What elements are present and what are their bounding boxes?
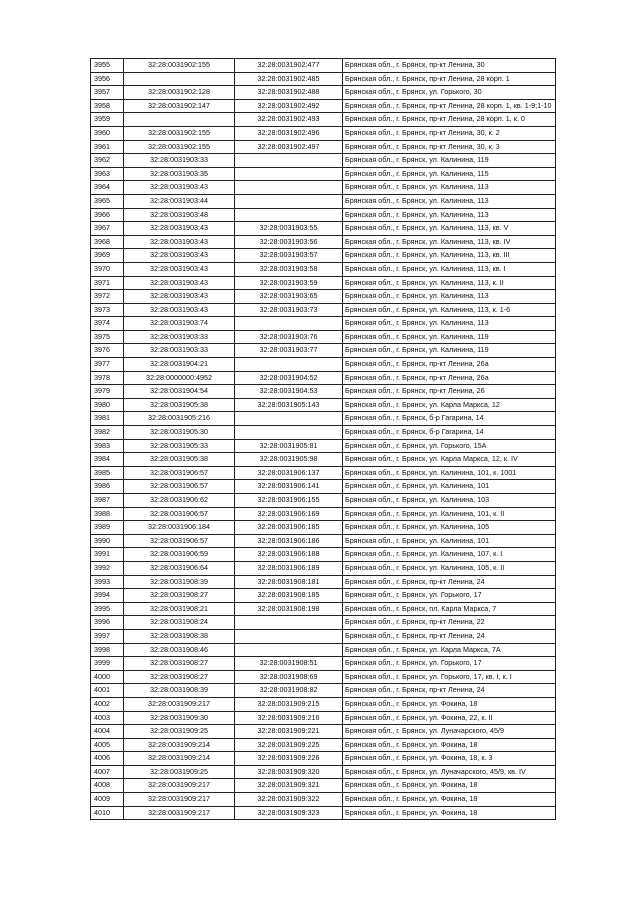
land-cadastral-number: 32:28:0031908:39 bbox=[124, 684, 235, 698]
object-cadastral-number: 32:28:0031909:221 bbox=[235, 725, 343, 739]
table-row bbox=[91, 507, 556, 521]
table-row bbox=[91, 711, 556, 725]
address-cell: Брянская обл., г. Брянск, ул. Фокина, 18 bbox=[343, 697, 556, 711]
land-cadastral-number: 32:28:0031905:33 bbox=[124, 439, 235, 453]
object-cadastral-number: 32:28:0031909:216 bbox=[235, 711, 343, 725]
address-cell: Брянская обл., г. Брянск, ул. Калинина, 115 bbox=[343, 167, 556, 181]
object-cadastral-number: 32:28:0031903:76 bbox=[235, 330, 343, 344]
object-cadastral-number bbox=[235, 208, 343, 222]
object-cadastral-number: 32:28:0031905:143 bbox=[235, 398, 343, 412]
address-cell: Брянская обл., г. Брянск, пр-кт Ленина, 28 корп. 1, к. 0 bbox=[343, 113, 556, 127]
object-cadastral-number: 32:28:0031906:155 bbox=[235, 494, 343, 508]
row-number: 4010 bbox=[91, 806, 124, 820]
land-cadastral-number: 32:28:0031906:62 bbox=[124, 494, 235, 508]
address-cell: Брянская обл., г. Брянск, ул. Калинина, 113, к. II bbox=[343, 276, 556, 290]
land-cadastral-number: 32:28:0031909:217 bbox=[124, 779, 235, 793]
row-number: 3965 bbox=[91, 194, 124, 208]
table-row bbox=[91, 725, 556, 739]
object-cadastral-number: 32:28:0031906:141 bbox=[235, 480, 343, 494]
object-cadastral-number: 32:28:0031909:321 bbox=[235, 779, 343, 793]
address-cell: Брянская обл., г. Брянск, ул. Горького, 15А bbox=[343, 439, 556, 453]
row-number: 3995 bbox=[91, 602, 124, 616]
address-cell: Брянская обл., г. Брянск, ул. Фокина, 18 bbox=[343, 779, 556, 793]
table-row bbox=[91, 548, 556, 562]
table-row bbox=[91, 113, 556, 127]
row-number: 4003 bbox=[91, 711, 124, 725]
land-cadastral-number: 32:28:0031903:43 bbox=[124, 290, 235, 304]
object-cadastral-number bbox=[235, 358, 343, 372]
object-cadastral-number: 32:28:0031904:53 bbox=[235, 385, 343, 399]
land-cadastral-number: 32:28:0031906:57 bbox=[124, 534, 235, 548]
table-row bbox=[91, 480, 556, 494]
table-row bbox=[91, 194, 556, 208]
row-number: 3999 bbox=[91, 657, 124, 671]
row-number: 3996 bbox=[91, 616, 124, 630]
row-number: 3982 bbox=[91, 426, 124, 440]
object-cadastral-number bbox=[235, 629, 343, 643]
row-number: 3998 bbox=[91, 643, 124, 657]
table-row bbox=[91, 344, 556, 358]
land-cadastral-number: 32:28:0031908:46 bbox=[124, 643, 235, 657]
land-cadastral-number: 32:28:0031908:39 bbox=[124, 575, 235, 589]
address-cell: Брянская обл., г. Брянск, ул. Калинина, 113 bbox=[343, 317, 556, 331]
object-cadastral-number: 32:28:0031908:198 bbox=[235, 602, 343, 616]
row-number: 3985 bbox=[91, 466, 124, 480]
land-cadastral-number: 32:28:0031909:214 bbox=[124, 752, 235, 766]
object-cadastral-number: 32:28:0031908:181 bbox=[235, 575, 343, 589]
address-cell: Брянская обл., г. Брянск, ул. Карла Маркса, 7А bbox=[343, 643, 556, 657]
address-cell: Брянская обл., г. Брянск, ул. Фокина, 18, к. 3 bbox=[343, 752, 556, 766]
land-cadastral-number: 32:28:0031903:43 bbox=[124, 235, 235, 249]
table-row bbox=[91, 561, 556, 575]
land-cadastral-number: 32:28:0031906:57 bbox=[124, 480, 235, 494]
table-row bbox=[91, 670, 556, 684]
table-row bbox=[91, 412, 556, 426]
row-number: 3991 bbox=[91, 548, 124, 562]
land-cadastral-number: 32:28:0031908:27 bbox=[124, 657, 235, 671]
table-row bbox=[91, 167, 556, 181]
address-cell: Брянская обл., г. Брянск, ул. Фокина, 18 bbox=[343, 793, 556, 807]
row-number: 4006 bbox=[91, 752, 124, 766]
land-cadastral-number: 32:28:0031906:59 bbox=[124, 548, 235, 562]
address-cell: Брянская обл., г. Брянск, ул. Калинина, 113, кв. I bbox=[343, 262, 556, 276]
object-cadastral-number: 32:28:0031905:98 bbox=[235, 453, 343, 467]
table-row bbox=[91, 657, 556, 671]
table-row bbox=[91, 99, 556, 113]
row-number: 3986 bbox=[91, 480, 124, 494]
row-number: 4009 bbox=[91, 793, 124, 807]
object-cadastral-number: 32:28:0031902:485 bbox=[235, 72, 343, 86]
address-cell: Брянская обл., г. Брянск, пр-кт Ленина, 22 bbox=[343, 616, 556, 630]
row-number: 3977 bbox=[91, 358, 124, 372]
land-cadastral-number: 32:28:0031909:25 bbox=[124, 725, 235, 739]
row-number: 3958 bbox=[91, 99, 124, 113]
row-number: 3961 bbox=[91, 140, 124, 154]
table-row bbox=[91, 602, 556, 616]
land-cadastral-number: 32:28:0031902:128 bbox=[124, 86, 235, 100]
row-number: 3993 bbox=[91, 575, 124, 589]
land-cadastral-number: 32:28:0031908:21 bbox=[124, 602, 235, 616]
table-row bbox=[91, 575, 556, 589]
land-cadastral-number: 32:28:0031905:38 bbox=[124, 453, 235, 467]
table-row bbox=[91, 466, 556, 480]
object-cadastral-number: 32:28:0031909:225 bbox=[235, 738, 343, 752]
object-cadastral-number: 32:28:0031906:186 bbox=[235, 534, 343, 548]
object-cadastral-number bbox=[235, 426, 343, 440]
object-cadastral-number bbox=[235, 317, 343, 331]
row-number: 3974 bbox=[91, 317, 124, 331]
table-row bbox=[91, 371, 556, 385]
land-cadastral-number: 32:28:0031905:38 bbox=[124, 398, 235, 412]
land-cadastral-number: 32:28:0031906:57 bbox=[124, 507, 235, 521]
row-number: 3997 bbox=[91, 629, 124, 643]
object-cadastral-number: 32:28:0031906:137 bbox=[235, 466, 343, 480]
land-cadastral-number: 32:28:0031902:147 bbox=[124, 99, 235, 113]
land-cadastral-number: 32:28:0031909:214 bbox=[124, 738, 235, 752]
table-row bbox=[91, 86, 556, 100]
table-row bbox=[91, 534, 556, 548]
table-row bbox=[91, 72, 556, 86]
row-number: 3981 bbox=[91, 412, 124, 426]
land-cadastral-number: 32:28:0031904:21 bbox=[124, 358, 235, 372]
table-row bbox=[91, 398, 556, 412]
land-cadastral-number: 32:28:0031903:35 bbox=[124, 167, 235, 181]
object-cadastral-number: 32:28:0031909:226 bbox=[235, 752, 343, 766]
table-row bbox=[91, 752, 556, 766]
address-cell: Брянская обл., г. Брянск, ул. Луначарского, 45/9 bbox=[343, 725, 556, 739]
table-row bbox=[91, 453, 556, 467]
row-number: 3989 bbox=[91, 521, 124, 535]
land-cadastral-number: 32:28:0031908:24 bbox=[124, 616, 235, 630]
object-cadastral-number: 32:28:0031903:59 bbox=[235, 276, 343, 290]
row-number: 3979 bbox=[91, 385, 124, 399]
address-cell: Брянская обл., г. Брянск, ул. Калинина, 101 bbox=[343, 480, 556, 494]
table-row bbox=[91, 181, 556, 195]
object-cadastral-number bbox=[235, 194, 343, 208]
land-cadastral-number: 32:28:0031903:33 bbox=[124, 154, 235, 168]
address-cell: Брянская обл., г. Брянск, ул. Калинина, 105 bbox=[343, 521, 556, 535]
object-cadastral-number: 32:28:0031909:322 bbox=[235, 793, 343, 807]
object-cadastral-number: 32:28:0031902:492 bbox=[235, 99, 343, 113]
table-row bbox=[91, 521, 556, 535]
table-row bbox=[91, 806, 556, 820]
land-cadastral-number bbox=[124, 72, 235, 86]
row-number: 3987 bbox=[91, 494, 124, 508]
address-cell: Брянская обл., г. Брянск, пр-кт Ленина, 30 bbox=[343, 59, 556, 73]
table-row bbox=[91, 589, 556, 603]
address-cell: Брянская обл., г. Брянск, ул. Калинина, 113 bbox=[343, 194, 556, 208]
row-number: 3956 bbox=[91, 72, 124, 86]
row-number: 3968 bbox=[91, 235, 124, 249]
table-row bbox=[91, 290, 556, 304]
address-cell: Брянская обл., г. Брянск, пр-кт Ленина, 26 bbox=[343, 385, 556, 399]
address-cell: Брянская обл., г. Брянск, б-р Гагарина, 14 bbox=[343, 426, 556, 440]
table-row bbox=[91, 426, 556, 440]
row-number: 3978 bbox=[91, 371, 124, 385]
object-cadastral-number bbox=[235, 167, 343, 181]
table-row bbox=[91, 494, 556, 508]
address-cell: Брянская обл., г. Брянск, ул. Фокина, 22, к. II bbox=[343, 711, 556, 725]
object-cadastral-number: 32:28:0031908:69 bbox=[235, 670, 343, 684]
land-cadastral-number: 32:28:0031909:217 bbox=[124, 697, 235, 711]
land-cadastral-number: 32:28:0031909:25 bbox=[124, 765, 235, 779]
object-cadastral-number: 32:28:0031905:81 bbox=[235, 439, 343, 453]
address-cell: Брянская обл., г. Брянск, пл. Карла Маркса, 7 bbox=[343, 602, 556, 616]
row-number: 4004 bbox=[91, 725, 124, 739]
land-cadastral-number: 32:28:0031905:30 bbox=[124, 426, 235, 440]
row-number: 3964 bbox=[91, 181, 124, 195]
row-number: 3983 bbox=[91, 439, 124, 453]
row-number: 3990 bbox=[91, 534, 124, 548]
land-cadastral-number bbox=[124, 113, 235, 127]
table-row bbox=[91, 738, 556, 752]
table-row bbox=[91, 126, 556, 140]
address-cell: Брянская обл., г. Брянск, пр-кт Ленина, 26а bbox=[343, 358, 556, 372]
row-number: 3984 bbox=[91, 453, 124, 467]
object-cadastral-number: 32:28:0031906:185 bbox=[235, 521, 343, 535]
land-cadastral-number: 32:28:0031902:155 bbox=[124, 126, 235, 140]
object-cadastral-number: 32:28:0031908:51 bbox=[235, 657, 343, 671]
cadastral-table bbox=[90, 58, 556, 820]
row-number: 3971 bbox=[91, 276, 124, 290]
address-cell: Брянская обл., г. Брянск, ул. Калинина, 101, к. 1001 bbox=[343, 466, 556, 480]
object-cadastral-number: 32:28:0031909:320 bbox=[235, 765, 343, 779]
table-row bbox=[91, 235, 556, 249]
row-number: 4000 bbox=[91, 670, 124, 684]
table-row bbox=[91, 629, 556, 643]
address-cell: Брянская обл., г. Брянск, ул. Калинина, 119 bbox=[343, 330, 556, 344]
address-cell: Брянская обл., г. Брянск, пр-кт Ленина, 24 bbox=[343, 575, 556, 589]
table-row bbox=[91, 317, 556, 331]
land-cadastral-number: 32:28:0031909:30 bbox=[124, 711, 235, 725]
address-cell: Брянская обл., г. Брянск, пр-кт Ленина, 24 bbox=[343, 629, 556, 643]
row-number: 3959 bbox=[91, 113, 124, 127]
land-cadastral-number: 32:28:0031909:217 bbox=[124, 806, 235, 820]
row-number: 3976 bbox=[91, 344, 124, 358]
land-cadastral-number: 32:28:0031903:74 bbox=[124, 317, 235, 331]
object-cadastral-number: 32:28:0031909:323 bbox=[235, 806, 343, 820]
object-cadastral-number: 32:28:0031903:65 bbox=[235, 290, 343, 304]
object-cadastral-number: 32:28:0031902:493 bbox=[235, 113, 343, 127]
table-row bbox=[91, 385, 556, 399]
land-cadastral-number: 32:28:0031909:217 bbox=[124, 793, 235, 807]
land-cadastral-number: 32:28:0031902:155 bbox=[124, 59, 235, 73]
table-row bbox=[91, 140, 556, 154]
land-cadastral-number: 32:28:0031903:43 bbox=[124, 262, 235, 276]
object-cadastral-number bbox=[235, 181, 343, 195]
object-cadastral-number: 32:28:0031903:56 bbox=[235, 235, 343, 249]
address-cell: Брянская обл., г. Брянск, пр-кт Ленина, 30, к. 3 bbox=[343, 140, 556, 154]
table-row bbox=[91, 276, 556, 290]
land-cadastral-number: 32:28:0031906:64 bbox=[124, 561, 235, 575]
address-cell: Брянская обл., г. Брянск, ул. Горького, 30 bbox=[343, 86, 556, 100]
land-cadastral-number: 32:28:0031905:216 bbox=[124, 412, 235, 426]
address-cell: Брянская обл., г. Брянск, пр-кт Ленина, 30, к. 2 bbox=[343, 126, 556, 140]
row-number: 3962 bbox=[91, 154, 124, 168]
object-cadastral-number: 32:28:0031903:55 bbox=[235, 222, 343, 236]
object-cadastral-number: 32:28:0031908:82 bbox=[235, 684, 343, 698]
object-cadastral-number: 32:28:0031906:188 bbox=[235, 548, 343, 562]
table-row bbox=[91, 303, 556, 317]
land-cadastral-number: 32:28:0031908:27 bbox=[124, 670, 235, 684]
object-cadastral-number: 32:28:0031902:488 bbox=[235, 86, 343, 100]
row-number: 4002 bbox=[91, 697, 124, 711]
address-cell: Брянская обл., г. Брянск, ул. Карла Маркса, 12 bbox=[343, 398, 556, 412]
land-cadastral-number: 32:28:0000000:4952 bbox=[124, 371, 235, 385]
table-row bbox=[91, 643, 556, 657]
row-number: 3963 bbox=[91, 167, 124, 181]
land-cadastral-number: 32:28:0031904:54 bbox=[124, 385, 235, 399]
address-cell: Брянская обл., г. Брянск, ул. Калинина, 119 bbox=[343, 154, 556, 168]
table-row bbox=[91, 439, 556, 453]
object-cadastral-number: 32:28:0031906:189 bbox=[235, 561, 343, 575]
row-number: 3994 bbox=[91, 589, 124, 603]
table-row bbox=[91, 222, 556, 236]
table-row bbox=[91, 358, 556, 372]
row-number: 3988 bbox=[91, 507, 124, 521]
land-cadastral-number: 32:28:0031906:57 bbox=[124, 466, 235, 480]
address-cell: Брянская обл., г. Брянск, ул. Калинина, 101 bbox=[343, 534, 556, 548]
table-row bbox=[91, 765, 556, 779]
table-row bbox=[91, 779, 556, 793]
address-cell: Брянская обл., г. Брянск, ул. Калинина, 103 bbox=[343, 494, 556, 508]
table-row bbox=[91, 616, 556, 630]
address-cell: Брянская обл., г. Брянск, ул. Калинина, 113, кв. V bbox=[343, 222, 556, 236]
address-cell: Брянская обл., г. Брянск, ул. Калинина, 119 bbox=[343, 344, 556, 358]
row-number: 4008 bbox=[91, 779, 124, 793]
address-cell: Брянская обл., г. Брянск, пр-кт Ленина, 28 корп. 1, кв. 1-9;1-10 bbox=[343, 99, 556, 113]
object-cadastral-number: 32:28:0031903:73 bbox=[235, 303, 343, 317]
object-cadastral-number: 32:28:0031909:215 bbox=[235, 697, 343, 711]
land-cadastral-number: 32:28:0031903:48 bbox=[124, 208, 235, 222]
address-cell: Брянская обл., г. Брянск, ул. Калинина, 113 bbox=[343, 208, 556, 222]
table-row bbox=[91, 208, 556, 222]
table-row bbox=[91, 330, 556, 344]
row-number: 3975 bbox=[91, 330, 124, 344]
address-cell: Брянская обл., г. Брянск, ул. Калинина, 113 bbox=[343, 290, 556, 304]
object-cadastral-number bbox=[235, 643, 343, 657]
object-cadastral-number: 32:28:0031906:169 bbox=[235, 507, 343, 521]
row-number: 3972 bbox=[91, 290, 124, 304]
address-cell: Брянская обл., г. Брянск, ул. Фокина, 18 bbox=[343, 738, 556, 752]
address-cell: Брянская обл., г. Брянск, ул. Горького, 17, кв. I, к. I bbox=[343, 670, 556, 684]
row-number: 3966 bbox=[91, 208, 124, 222]
address-cell: Брянская обл., г. Брянск, ул. Горького, 17 bbox=[343, 657, 556, 671]
row-number: 4005 bbox=[91, 738, 124, 752]
row-number: 3957 bbox=[91, 86, 124, 100]
table-row bbox=[91, 684, 556, 698]
object-cadastral-number: 32:28:0031908:185 bbox=[235, 589, 343, 603]
address-cell: Брянская обл., г. Брянск, ул. Калинина, 113 bbox=[343, 181, 556, 195]
row-number: 4007 bbox=[91, 765, 124, 779]
land-cadastral-number: 32:28:0031903:43 bbox=[124, 181, 235, 195]
land-cadastral-number: 32:28:0031902:155 bbox=[124, 140, 235, 154]
row-number: 3970 bbox=[91, 262, 124, 276]
row-number: 3973 bbox=[91, 303, 124, 317]
table-row bbox=[91, 249, 556, 263]
land-cadastral-number: 32:28:0031903:43 bbox=[124, 303, 235, 317]
table-row bbox=[91, 154, 556, 168]
address-cell: Брянская обл., г. Брянск, ул. Калинина, 107, к. I bbox=[343, 548, 556, 562]
table-row bbox=[91, 59, 556, 73]
address-cell: Брянская обл., г. Брянск, б-р Гагарина, 14 bbox=[343, 412, 556, 426]
row-number: 3992 bbox=[91, 561, 124, 575]
land-cadastral-number: 32:28:0031903:33 bbox=[124, 344, 235, 358]
row-number: 3955 bbox=[91, 59, 124, 73]
address-cell: Брянская обл., г. Брянск, ул. Калинина, 113, кв. IV bbox=[343, 235, 556, 249]
address-cell: Брянская обл., г. Брянск, пр-кт Ленина, 28 корп. 1 bbox=[343, 72, 556, 86]
address-cell: Брянская обл., г. Брянск, пр-кт Ленина, 24 bbox=[343, 684, 556, 698]
object-cadastral-number: 32:28:0031903:57 bbox=[235, 249, 343, 263]
table-row bbox=[91, 697, 556, 711]
land-cadastral-number: 32:28:0031908:27 bbox=[124, 589, 235, 603]
object-cadastral-number: 32:28:0031903:58 bbox=[235, 262, 343, 276]
row-number: 3967 bbox=[91, 222, 124, 236]
object-cadastral-number: 32:28:0031902:477 bbox=[235, 59, 343, 73]
row-number: 4001 bbox=[91, 684, 124, 698]
row-number: 3960 bbox=[91, 126, 124, 140]
land-cadastral-number: 32:28:0031903:43 bbox=[124, 249, 235, 263]
land-cadastral-number: 32:28:0031903:33 bbox=[124, 330, 235, 344]
address-cell: Брянская обл., г. Брянск, ул. Карла Маркса, 12, к. IV bbox=[343, 453, 556, 467]
object-cadastral-number bbox=[235, 154, 343, 168]
address-cell: Брянская обл., г. Брянск, ул. Горького, 17 bbox=[343, 589, 556, 603]
land-cadastral-number: 32:28:0031903:43 bbox=[124, 222, 235, 236]
object-cadastral-number bbox=[235, 412, 343, 426]
address-cell: Брянская обл., г. Брянск, ул. Калинина, 101, к. II bbox=[343, 507, 556, 521]
object-cadastral-number: 32:28:0031903:77 bbox=[235, 344, 343, 358]
object-cadastral-number bbox=[235, 616, 343, 630]
address-cell: Брянская обл., г. Брянск, ул. Луначарского, 45/9, кв. IV bbox=[343, 765, 556, 779]
address-cell: Брянская обл., г. Брянск, ул. Фокина, 18 bbox=[343, 806, 556, 820]
address-cell: Брянская обл., г. Брянск, пр-кт Ленина, 26а bbox=[343, 371, 556, 385]
land-cadastral-number: 32:28:0031903:43 bbox=[124, 276, 235, 290]
table-row bbox=[91, 793, 556, 807]
land-cadastral-number: 32:28:0031906:184 bbox=[124, 521, 235, 535]
document-page bbox=[90, 58, 556, 820]
object-cadastral-number: 32:28:0031902:497 bbox=[235, 140, 343, 154]
row-number: 3969 bbox=[91, 249, 124, 263]
row-number: 3980 bbox=[91, 398, 124, 412]
address-cell: Брянская обл., г. Брянск, ул. Калинина, 105, к. II bbox=[343, 561, 556, 575]
object-cadastral-number: 32:28:0031904:52 bbox=[235, 371, 343, 385]
land-cadastral-number: 32:28:0031908:38 bbox=[124, 629, 235, 643]
address-cell: Брянская обл., г. Брянск, ул. Калинина, 113, кв. III bbox=[343, 249, 556, 263]
table-body bbox=[91, 59, 556, 820]
table-row bbox=[91, 262, 556, 276]
address-cell: Брянская обл., г. Брянск, ул. Калинина, 113, к. 1-6 bbox=[343, 303, 556, 317]
land-cadastral-number: 32:28:0031903:44 bbox=[124, 194, 235, 208]
object-cadastral-number: 32:28:0031902:496 bbox=[235, 126, 343, 140]
